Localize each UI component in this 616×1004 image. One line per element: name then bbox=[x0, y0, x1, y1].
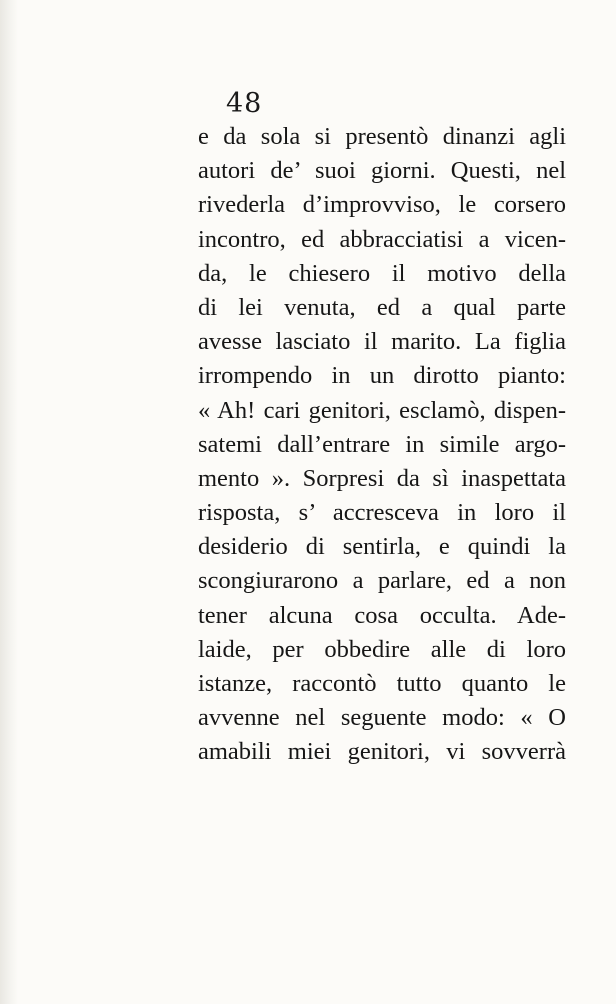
body-text bbox=[198, 120, 566, 770]
text-line: amabili miei genitori, vi sovverrà bbox=[198, 738, 566, 766]
text-line: istanze, raccontò tutto quanto le bbox=[198, 670, 566, 697]
binding-shadow bbox=[0, 0, 18, 1004]
text-line: e da sola si presentò dinanzi agli bbox=[198, 123, 566, 150]
text-line: « Ah! cari genitori, esclamò, dispen- bbox=[198, 396, 566, 424]
text-line: di lei venuta, ed a qual parte bbox=[198, 293, 566, 321]
page-number: 48 bbox=[226, 88, 263, 119]
text-line: risposta, s’ accresceva in loro il bbox=[198, 499, 566, 527]
text-line: rivederla d’improvviso, le corsero bbox=[198, 191, 566, 219]
text-line: scongiurarono a parlare, ed a non bbox=[198, 567, 566, 595]
text-line: da, le chiesero il motivo della bbox=[198, 259, 566, 287]
text-line: irrompendo in un dirotto pianto: bbox=[198, 362, 566, 390]
text-line: satemi dall’entrare in simile argo- bbox=[198, 430, 566, 458]
text-line: incontro, ed abbracciatisi a vicen- bbox=[198, 225, 566, 253]
text-line: laide, per obbedire alle di loro bbox=[198, 635, 566, 663]
text-line: mento ». Sorpresi da sì inaspettata bbox=[198, 464, 566, 492]
text-line: avesse lasciato il marito. La figlia bbox=[198, 328, 566, 356]
text-line: autori de’ suoi giorni. Questi, nel bbox=[198, 157, 566, 185]
text-line: avvenne nel seguente modo: « O bbox=[198, 704, 566, 732]
text-line: tener alcuna cosa occulta. Ade- bbox=[198, 601, 566, 629]
text-line: desiderio di sentirla, e quindi la bbox=[198, 533, 566, 561]
